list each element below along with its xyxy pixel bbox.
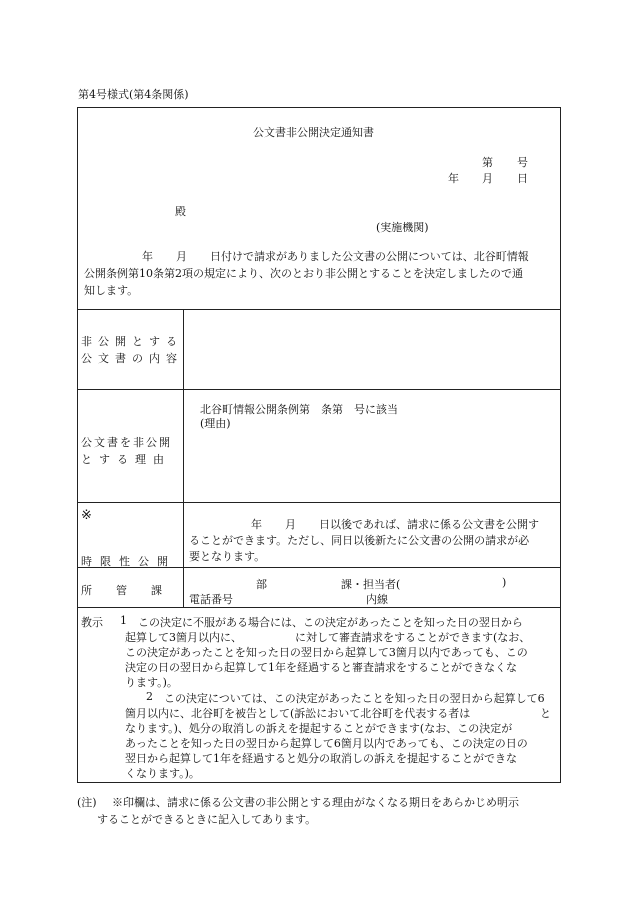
row-divider bbox=[77, 389, 561, 390]
row-divider bbox=[77, 607, 561, 608]
body-line-2: 公開条例第10条第2項の規定により、次のとおり非公開とすることを決定しましたので通 bbox=[84, 267, 523, 280]
date-day: 日 bbox=[517, 172, 528, 185]
doc-number-go: 号 bbox=[517, 156, 528, 169]
dept-bu: 部 bbox=[256, 578, 267, 591]
body-month: 月 bbox=[176, 250, 187, 263]
instruction-2-line-2a: 箇月以内に、北谷町を被告として(訴訟において北谷町を代表する者は bbox=[125, 707, 471, 720]
date-month: 月 bbox=[482, 172, 493, 185]
implementing-agency: (実施機関) bbox=[376, 221, 429, 234]
instruction-2-line-3: なります。)、処分の取消しの訴えを提起することができます(なお、この決定が bbox=[125, 722, 513, 735]
instruction-2-number: 2 bbox=[146, 690, 153, 703]
instruction-1-number: 1 bbox=[120, 614, 127, 627]
instruction-1-line-4: 決定の日の翌日から起算して1年を経過すると審査請求をすることができなくな bbox=[125, 661, 517, 674]
instruction-2-line-6: くなります。)。 bbox=[125, 767, 200, 780]
row-divider bbox=[77, 502, 561, 503]
instruction-1-line-2b: に対して審査請求をすることができます(なお、 bbox=[295, 631, 531, 644]
reason-label: (理由) bbox=[200, 417, 231, 430]
doc-number-dai: 第 bbox=[482, 156, 493, 169]
extension-label: 内線 bbox=[366, 593, 388, 606]
limit-label: 時限性公開 bbox=[81, 555, 176, 568]
form-label: 第4号様式(第4条関係) bbox=[78, 88, 189, 101]
content-label-line1: 非公開とする bbox=[81, 335, 183, 348]
addressee-suffix: 殿 bbox=[175, 205, 186, 218]
instruction-2-line-5: 翌日から起算して1年を経過すると処分の取消しの訴えを提起することができな bbox=[125, 752, 517, 765]
phone-label: 電話番号 bbox=[189, 593, 233, 606]
row-divider bbox=[77, 309, 561, 310]
instruction-label: 教示 bbox=[81, 616, 103, 629]
limit-month: 月 bbox=[285, 518, 296, 531]
dept-label: 所管課 bbox=[81, 584, 186, 597]
instruction-2-line-4: あったことを知った日の翌日から起算して6箇月以内であっても、この決定の日の bbox=[125, 737, 528, 750]
body-line-3: 知します。 bbox=[84, 284, 139, 297]
limit-line-2: ることができます。ただし、同日以後新たに公文書の公開の請求が必 bbox=[189, 534, 530, 547]
instruction-2-line-1: この決定については、この決定があったことを知った日の翌日から起算して6 bbox=[164, 692, 545, 705]
instruction-1-line-5: ります。)。 bbox=[125, 676, 178, 689]
dept-ka: 課・担当者( bbox=[341, 578, 401, 591]
note-line-2: することができるときに記入してあります。 bbox=[97, 813, 317, 826]
body-line-1: 日付けで請求がありました公文書の公開については、北谷町情報 bbox=[210, 250, 529, 263]
limit-year: 年 bbox=[251, 518, 262, 531]
reason-row-label-line1: 公文書を非公開 bbox=[81, 436, 172, 449]
content-label-line2: 公文書の内容 bbox=[81, 352, 183, 365]
document-title: 公文書非公開決定通知書 bbox=[253, 126, 374, 139]
column-divider bbox=[183, 309, 184, 607]
date-year: 年 bbox=[448, 172, 459, 185]
body-year: 年 bbox=[142, 250, 153, 263]
reason-article: 北谷町情報公開条例第 条第 号に該当 bbox=[200, 403, 398, 416]
dept-close: ) bbox=[502, 576, 507, 589]
limit-line-1: 日以後であれば、請求に係る公文書を公開す bbox=[319, 518, 539, 531]
instruction-1-line-2a: 起算して3箇月以内に、 bbox=[125, 631, 242, 644]
note-label: (注) bbox=[77, 796, 97, 809]
limit-mark: ※ bbox=[81, 508, 92, 523]
instruction-1-line-3: この決定があったことを知った日の翌日から起算して3箇月以内であっても、この bbox=[125, 646, 528, 659]
note-line-1: ※印欄は、請求に係る公文書の非公開とする理由がなくなる期日をあらかじめ明示 bbox=[112, 796, 519, 809]
limit-line-3: 要となります。 bbox=[189, 550, 266, 563]
reason-row-label-line2: とする理由 bbox=[81, 453, 171, 466]
instruction-1-line-1: この決定に不服がある場合には、この決定があったことを知った日の翌日から bbox=[138, 616, 523, 629]
instruction-2-line-2b: と bbox=[540, 707, 551, 720]
